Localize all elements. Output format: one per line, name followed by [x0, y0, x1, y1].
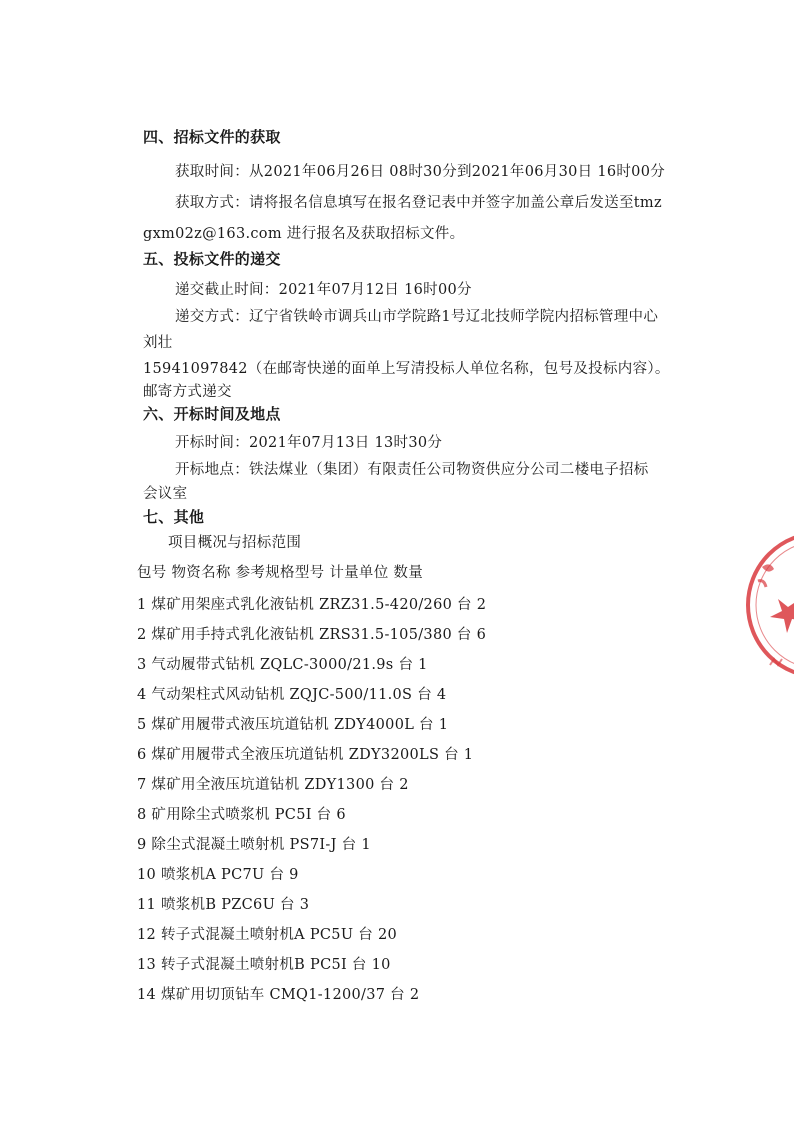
list-item: 11 喷浆机B PZC6U 台 3	[137, 897, 310, 913]
list-item: 14 煤矿用切顶钻车 CMQ1-1200/37 台 2	[137, 987, 420, 1003]
list-item: 6 煤矿用履带式全液压坑道钻机 ZDY3200LS 台 1	[137, 747, 474, 763]
list-item: 7 煤矿用全液压坑道钻机 ZDY1300 台 2	[137, 777, 409, 793]
list-item: 13 转子式混凝土喷射机B PC5I 台 10	[137, 957, 391, 973]
list-item: 10 喷浆机A PC7U 台 9	[137, 867, 299, 883]
submission-method-line-4: 邮寄方式递交	[143, 384, 232, 400]
acquisition-method-line-2: gxm02z@163.com 进行报名及获取招标文件。	[143, 226, 465, 242]
list-item: 12 转子式混凝土喷射机A PC5U 台 20	[137, 927, 398, 943]
submission-method-line-1: 递交方式：辽宁省铁岭市调兵山市学院路1号辽北技师学院内招标管理中心	[175, 309, 659, 325]
list-item: 9 除尘式混凝土喷射机 PS7I-J 台 1	[137, 837, 371, 853]
section-4-heading: 四、招标文件的获取	[143, 128, 281, 146]
list-item: 1 煤矿用架座式乳化液钻机 ZRZ31.5-420/260 台 2	[137, 597, 487, 613]
section-7-heading: 七、其他	[143, 508, 205, 526]
section-6-heading: 六、开标时间及地点	[143, 405, 281, 423]
opening-place-line-2: 会议室	[143, 486, 188, 502]
list-item: 3 气动履带式钻机 ZQLC-3000/21.9s 台 1	[137, 657, 428, 673]
submission-method-line-3: 15941097842（在邮寄快递的面单上写清投标人单位名称，包号及投标内容）。	[143, 361, 670, 377]
table-header: 包号 物资名称 参考规格型号 计量单位 数量	[137, 565, 424, 581]
acquisition-time: 获取时间：从2021年06月26日 08时30分到2021年06月30日 16时00分	[175, 164, 666, 180]
submission-deadline: 递交截止时间：2021年07月12日 16时00分	[175, 282, 472, 298]
list-item: 2 煤矿用手持式乳化液钻机 ZRS31.5-105/380 台 6	[137, 627, 487, 643]
list-item: 4 气动架柱式风动钻机 ZQJC-500/11.0S 台 4	[137, 687, 447, 703]
acquisition-method-line-1: 获取方式：请将报名信息填写在报名登记表中并签字加盖公章后发送至tmz	[175, 195, 662, 211]
opening-time: 开标时间：2021年07月13日 13时30分	[175, 435, 443, 451]
opening-place-line-1: 开标地点：铁法煤业（集团）有限责任公司物资供应分公司二楼电子招标	[175, 462, 649, 478]
section-5-heading: 五、投标文件的递交	[143, 250, 281, 268]
seal-stamp-icon	[740, 515, 794, 695]
submission-method-line-2: 刘壮	[143, 335, 173, 351]
project-overview-subheading: 项目概况与招标范围	[168, 535, 302, 551]
list-item: 8 矿用除尘式喷浆机 PC5I 台 6	[137, 807, 346, 823]
list-item: 5 煤矿用履带式液压坑道钻机 ZDY4000L 台 1	[137, 717, 449, 733]
